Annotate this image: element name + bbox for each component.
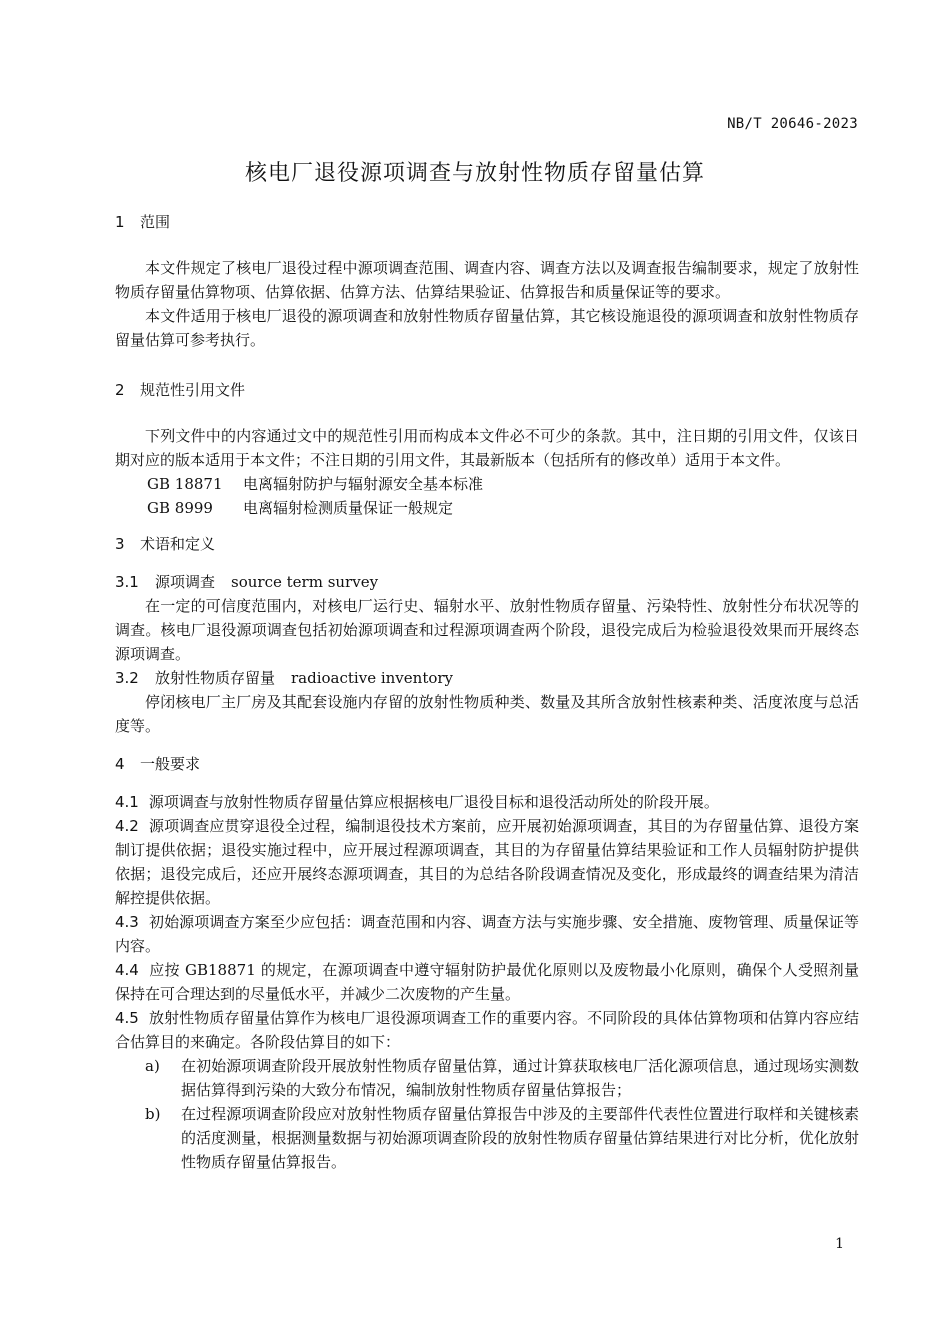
scope-paragraph-2: 本文件适用于核电厂退役的源项调查和放射性物质存留量估算，其它核设施退役的源项调查和放射性物质存留量估算可参考执行。 (115, 307, 859, 349)
clause-number: 4.3 (115, 913, 139, 931)
clause-text: 初始源项调查方案至少应包括：调查范围和内容、调查方法与实施步骤、安全措施、废物管理、质量保证等内容。 (115, 913, 859, 955)
clause-text: 源项调查应贯穿退役全过程，编制退役技术方案前，应开展初始源项调查，其目的为存留量估算、退役方案制订提供依据；退役实施过程中，应开展过程源项调查，其目的为存留量估算结果验证和工作人员辐射防护提供依据；退役完成后，还应开展终态源项调查，其目的为总结各阶段调查情况及变化，形成最终的调查结果为清洁解控提供依据。 (115, 817, 859, 907)
section-title: 一般要求 (140, 755, 201, 773)
term-entry (115, 570, 859, 594)
reference-item (115, 496, 859, 520)
standard-code: NB/T 20646-2023 (727, 116, 858, 132)
term-english: radioactive inventory (291, 669, 454, 687)
section-number: 2 (115, 381, 125, 399)
list-label: b) (145, 1105, 161, 1123)
page-number: 1 (835, 1236, 844, 1252)
clause (115, 958, 859, 1006)
term-english: source term survey (231, 573, 379, 591)
list-text: 在初始源项调查阶段开展放射性物质存留量估算，通过计算获取核电厂活化源项信息，通过现场实测数据估算得到污染的大致分布情况，编制放射性物质存留量估算报告； (181, 1057, 859, 1099)
term-number: 3.1 (115, 573, 139, 591)
section-title: 规范性引用文件 (140, 381, 246, 399)
term-number: 3.2 (115, 669, 139, 687)
clause-number: 4.5 (115, 1009, 139, 1027)
clause-number: 4.2 (115, 817, 139, 835)
reference-name: 电离辐射检测质量保证一般规定 (243, 499, 454, 517)
section-heading-terms (115, 532, 859, 556)
document-body (115, 210, 859, 1174)
document-title: 核电厂退役源项调查与放射性物质存留量估算 (244, 161, 705, 186)
list-item (115, 1054, 859, 1102)
reference-code: GB 8999 (147, 499, 213, 517)
references-paragraph: 下列文件中的内容通过文中的规范性引用而构成本文件必不可少的条款。其中，注日期的引用文件，仅该日期对应的版本适用于本文件；不注日期的引用文件，其最新版本（包括所有的修改单）适用于本文件。 (115, 427, 859, 469)
clause-text: 源项调查与放射性物质存留量估算应根据核电厂退役目标和退役活动所处的阶段开展。 (148, 793, 719, 811)
term-chinese: 源项调查 (155, 573, 216, 591)
clause (115, 814, 859, 910)
section-heading-scope (115, 210, 859, 234)
section-number: 3 (115, 535, 125, 553)
list-item (115, 1102, 859, 1174)
term-entry (115, 666, 859, 690)
clause-text: 应按 GB18871 的规定，在源项调查中遵守辐射防护最优化原则以及废物最小化原则，确保个人受照剂量保持在可合理达到的尽量低水平，并减少二次废物的产生量。 (115, 961, 859, 1003)
section-number: 1 (115, 213, 125, 231)
section-heading-normative-references (115, 378, 859, 402)
section-number: 4 (115, 755, 125, 773)
section-title: 范围 (140, 213, 171, 231)
clause-number: 4.1 (115, 793, 139, 811)
list-text: 在过程源项调查阶段应对放射性物质存留量估算报告中涉及的主要部件代表性位置进行取样和关键核素的活度测量，根据测量数据与初始源项调查阶段的放射性物质存留量估算结果进行对比分析，优化放射性物质存留量估算报告。 (181, 1105, 859, 1171)
scope-paragraph-1: 本文件规定了核电厂退役过程中源项调查范围、调查内容、调查方法以及调查报告编制要求，规定了放射性物质存留量估算物项、估算依据、估算方法、估算结果验证、估算报告和质量保证等的要求。 (115, 259, 859, 301)
list-label: a) (145, 1057, 160, 1075)
clause (115, 1006, 859, 1054)
reference-item (115, 472, 859, 496)
clause-number: 4.4 (115, 961, 139, 979)
term-chinese: 放射性物质存留量 (155, 669, 276, 687)
reference-code: GB 18871 (147, 475, 223, 493)
clause (115, 790, 859, 814)
section-title: 术语和定义 (140, 535, 216, 553)
clause-text: 放射性物质存留量估算作为核电厂退役源项调查工作的重要内容。不同阶段的具体估算物项和估算内容应结合估算目的来确定。各阶段估算目的如下： (115, 1009, 859, 1051)
reference-name: 电离辐射防护与辐射源安全基本标准 (243, 475, 484, 493)
term-definition: 在一定的可信度范围内，对核电厂运行史、辐射水平、放射性物质存留量、污染特性、放射性分布状况等的调查。核电厂退役源项调查包括初始源项调查和过程源项调查两个阶段，退役完成后为检验退役效果而开展终态源项调查。 (115, 597, 859, 663)
clause (115, 910, 859, 958)
term-definition: 停闭核电厂主厂房及其配套设施内存留的放射性物质种类、数量及其所含放射性核素种类、活度浓度与总活度等。 (115, 693, 859, 735)
section-heading-general-requirements (115, 752, 859, 776)
